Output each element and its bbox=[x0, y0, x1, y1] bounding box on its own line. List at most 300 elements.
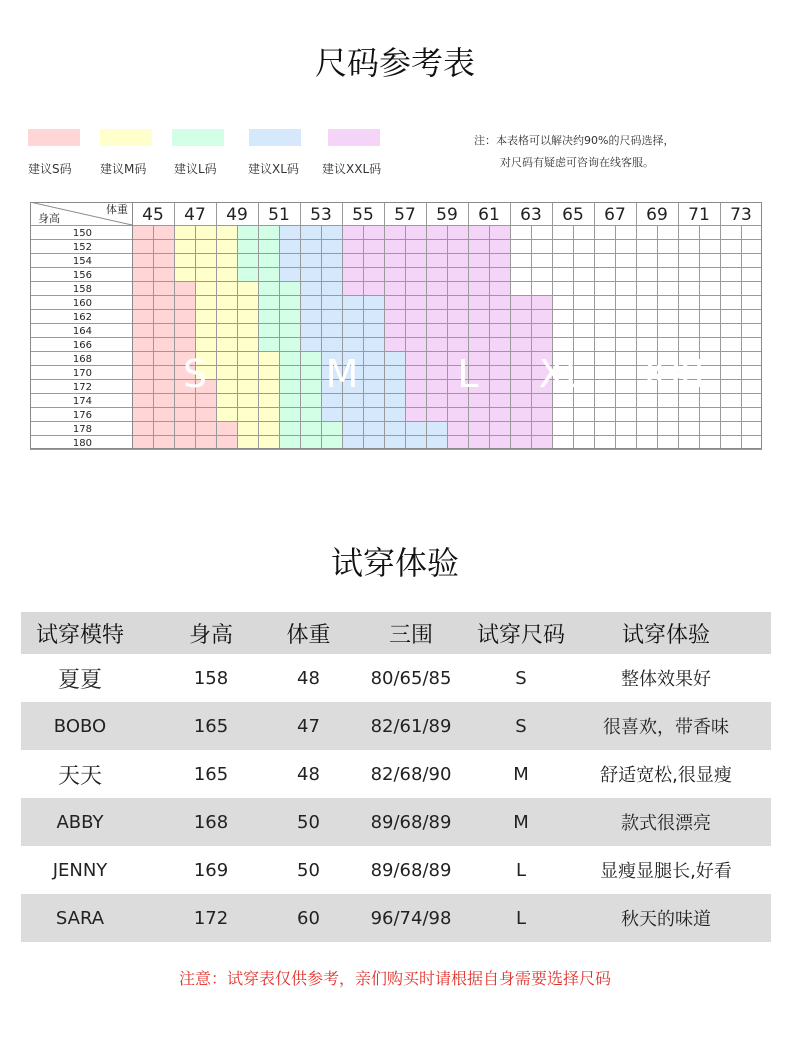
size-cell bbox=[279, 365, 300, 379]
size-cell bbox=[342, 323, 363, 337]
model-weight: 47 bbox=[297, 715, 320, 737]
size-cell bbox=[132, 281, 153, 295]
model-size: S bbox=[515, 667, 527, 689]
size-cell bbox=[720, 435, 741, 449]
size-cell bbox=[153, 323, 174, 337]
size-cell bbox=[699, 295, 720, 309]
size-cell bbox=[279, 253, 300, 267]
header-model: 试穿模特 bbox=[35, 622, 124, 648]
size-cell bbox=[741, 365, 762, 379]
size-cell bbox=[405, 309, 426, 323]
size-cell bbox=[132, 407, 153, 421]
size-cell bbox=[300, 239, 321, 253]
size-cell bbox=[678, 323, 699, 337]
model-experience: 显瘦显腿长,好看 bbox=[600, 861, 732, 882]
size-cell bbox=[363, 393, 384, 407]
size-cell bbox=[237, 435, 258, 449]
size-cell bbox=[594, 351, 615, 365]
model-size: L bbox=[515, 907, 527, 929]
size-cell bbox=[615, 421, 636, 435]
size-cell bbox=[426, 407, 447, 421]
legend-label-l: 建议L码 bbox=[174, 162, 217, 176]
size-cell bbox=[741, 225, 762, 239]
size-cell bbox=[657, 267, 678, 281]
size-cell bbox=[720, 407, 741, 421]
legend-swatch-xl bbox=[249, 129, 301, 146]
size-cell bbox=[741, 323, 762, 337]
size-cell bbox=[342, 309, 363, 323]
height-label: 164 bbox=[72, 326, 92, 337]
size-cell bbox=[720, 379, 741, 393]
size-cell bbox=[636, 239, 657, 253]
size-cell bbox=[279, 421, 300, 435]
size-cell bbox=[447, 239, 468, 253]
size-cell bbox=[489, 267, 510, 281]
size-cell bbox=[132, 421, 153, 435]
height-label: 176 bbox=[72, 410, 92, 421]
size-cell bbox=[615, 337, 636, 351]
size-cell bbox=[636, 337, 657, 351]
model-weight: 50 bbox=[297, 859, 320, 881]
header-experience: 试穿体验 bbox=[621, 622, 710, 648]
size-cell bbox=[678, 267, 699, 281]
size-cell bbox=[615, 435, 636, 449]
size-cell bbox=[321, 337, 342, 351]
size-cell bbox=[594, 239, 615, 253]
size-cell bbox=[594, 365, 615, 379]
size-cell bbox=[405, 393, 426, 407]
size-cell bbox=[300, 295, 321, 309]
size-cell bbox=[657, 421, 678, 435]
size-cell bbox=[279, 281, 300, 295]
size-cell bbox=[510, 225, 531, 239]
size-cell bbox=[552, 239, 573, 253]
size-cell bbox=[195, 239, 216, 253]
size-cell bbox=[741, 421, 762, 435]
size-cell bbox=[636, 407, 657, 421]
size-cell bbox=[153, 337, 174, 351]
model-measurements: 89/68/89 bbox=[370, 811, 452, 833]
size-cell bbox=[363, 281, 384, 295]
size-cell bbox=[636, 309, 657, 323]
size-cell bbox=[699, 407, 720, 421]
size-cell bbox=[573, 309, 594, 323]
weight-header: 47 bbox=[184, 205, 206, 225]
size-cell bbox=[678, 239, 699, 253]
size-cell bbox=[510, 281, 531, 295]
size-cell bbox=[300, 379, 321, 393]
size-cell bbox=[510, 239, 531, 253]
size-cell bbox=[426, 421, 447, 435]
size-cell bbox=[594, 281, 615, 295]
size-cell bbox=[363, 407, 384, 421]
size-cell bbox=[174, 239, 195, 253]
size-cell bbox=[153, 351, 174, 365]
size-cell bbox=[321, 281, 342, 295]
size-cell bbox=[384, 253, 405, 267]
size-cell bbox=[720, 309, 741, 323]
size-cell bbox=[216, 295, 237, 309]
table-row bbox=[21, 654, 771, 702]
size-cell bbox=[510, 379, 531, 393]
size-cell bbox=[468, 225, 489, 239]
model-experience: 很喜欢，带香味 bbox=[603, 717, 729, 738]
weight-header: 45 bbox=[142, 205, 164, 225]
size-cell bbox=[384, 351, 405, 365]
size-cell bbox=[636, 267, 657, 281]
size-cell bbox=[384, 337, 405, 351]
model-weight: 48 bbox=[297, 667, 320, 689]
size-cell bbox=[300, 225, 321, 239]
size-cell bbox=[447, 323, 468, 337]
size-cell bbox=[426, 393, 447, 407]
size-cell bbox=[258, 309, 279, 323]
size-cell bbox=[657, 225, 678, 239]
size-cell bbox=[657, 323, 678, 337]
size-cell bbox=[552, 407, 573, 421]
size-cell bbox=[720, 295, 741, 309]
size-cell bbox=[594, 337, 615, 351]
size-cell bbox=[594, 253, 615, 267]
size-cell bbox=[363, 323, 384, 337]
model-name: ABBY bbox=[56, 811, 104, 833]
size-cell bbox=[279, 407, 300, 421]
size-cell bbox=[258, 365, 279, 379]
size-cell bbox=[153, 379, 174, 393]
size-cell bbox=[615, 225, 636, 239]
size-cell bbox=[468, 435, 489, 449]
size-cell bbox=[426, 225, 447, 239]
model-size: M bbox=[513, 811, 529, 833]
size-cell bbox=[678, 435, 699, 449]
model-height: 165 bbox=[193, 763, 229, 785]
size-cell bbox=[468, 239, 489, 253]
size-cell bbox=[258, 239, 279, 253]
size-cell bbox=[132, 253, 153, 267]
height-label: 178 bbox=[72, 424, 92, 435]
legend-label-xl: 建议XL码 bbox=[248, 162, 299, 176]
size-cell bbox=[447, 337, 468, 351]
header-size: 试穿尺码 bbox=[476, 622, 565, 648]
size-cell bbox=[615, 393, 636, 407]
size-cell bbox=[300, 393, 321, 407]
size-cell bbox=[216, 407, 237, 421]
size-cell bbox=[300, 365, 321, 379]
size-cell bbox=[153, 281, 174, 295]
size-cell bbox=[426, 295, 447, 309]
size-cell bbox=[237, 225, 258, 239]
size-cell bbox=[132, 435, 153, 449]
size-cell bbox=[132, 323, 153, 337]
height-label: 160 bbox=[72, 298, 92, 309]
size-cell bbox=[258, 351, 279, 365]
size-cell bbox=[174, 407, 195, 421]
model-name: 天天 bbox=[57, 763, 102, 789]
size-cell bbox=[552, 225, 573, 239]
weight-header: 53 bbox=[310, 205, 332, 225]
weight-header: 67 bbox=[604, 205, 626, 225]
size-cell bbox=[258, 267, 279, 281]
size-cell bbox=[342, 281, 363, 295]
size-cell bbox=[468, 281, 489, 295]
size-region-label: S bbox=[182, 352, 208, 396]
size-cell bbox=[657, 281, 678, 295]
size-cell bbox=[300, 253, 321, 267]
size-cell bbox=[594, 435, 615, 449]
size-cell bbox=[153, 365, 174, 379]
footer-note: 注意：试穿表仅供参考，亲们购买时请根据自身需要选择尺码 bbox=[178, 969, 611, 988]
model-height: 169 bbox=[193, 859, 229, 881]
size-cell bbox=[132, 225, 153, 239]
size-cell bbox=[258, 379, 279, 393]
size-cell bbox=[699, 253, 720, 267]
size-cell bbox=[489, 239, 510, 253]
size-cell bbox=[258, 253, 279, 267]
size-cell bbox=[237, 379, 258, 393]
size-cell bbox=[510, 309, 531, 323]
weight-header: 51 bbox=[268, 205, 290, 225]
size-cell bbox=[363, 337, 384, 351]
size-cell bbox=[405, 337, 426, 351]
size-cell bbox=[279, 239, 300, 253]
size-cell bbox=[258, 421, 279, 435]
size-cell bbox=[405, 239, 426, 253]
size-cell bbox=[237, 253, 258, 267]
height-label: 162 bbox=[72, 312, 92, 323]
size-cell bbox=[510, 393, 531, 407]
trial-table bbox=[21, 612, 771, 942]
size-cell bbox=[279, 225, 300, 239]
size-cell bbox=[615, 365, 636, 379]
height-label: 156 bbox=[72, 270, 92, 281]
size-cell bbox=[195, 421, 216, 435]
size-cell bbox=[573, 337, 594, 351]
size-cell bbox=[237, 295, 258, 309]
size-cell bbox=[678, 309, 699, 323]
weight-header: 65 bbox=[562, 205, 584, 225]
size-cell bbox=[384, 309, 405, 323]
size-cell bbox=[195, 253, 216, 267]
size-cell bbox=[321, 267, 342, 281]
size-cell bbox=[615, 407, 636, 421]
size-cell bbox=[447, 309, 468, 323]
size-cell bbox=[153, 267, 174, 281]
size-cell bbox=[153, 421, 174, 435]
model-height: 172 bbox=[193, 907, 229, 929]
size-cell bbox=[363, 295, 384, 309]
size-cell bbox=[510, 337, 531, 351]
size-cell bbox=[174, 267, 195, 281]
size-cell bbox=[195, 407, 216, 421]
size-cell bbox=[636, 295, 657, 309]
model-experience: 款式很漂亮 bbox=[621, 813, 711, 834]
table-row bbox=[21, 894, 771, 942]
size-cell bbox=[720, 253, 741, 267]
size-cell bbox=[594, 225, 615, 239]
size-cell bbox=[573, 323, 594, 337]
size-cell bbox=[447, 295, 468, 309]
size-cell bbox=[426, 379, 447, 393]
size-cell bbox=[531, 267, 552, 281]
size-cell bbox=[342, 239, 363, 253]
model-size: L bbox=[515, 859, 527, 881]
size-region-label: XXL bbox=[641, 352, 715, 396]
size-cell bbox=[132, 351, 153, 365]
size-cell bbox=[216, 379, 237, 393]
size-cell bbox=[384, 435, 405, 449]
size-cell bbox=[573, 239, 594, 253]
size-cell bbox=[384, 267, 405, 281]
legend-swatch-l bbox=[172, 129, 224, 146]
size-region-label: XL bbox=[538, 352, 587, 396]
size-cell bbox=[678, 337, 699, 351]
size-cell bbox=[615, 253, 636, 267]
size-cell bbox=[258, 225, 279, 239]
size-cell bbox=[384, 323, 405, 337]
size-cell bbox=[699, 267, 720, 281]
size-cell bbox=[678, 225, 699, 239]
size-cell bbox=[489, 295, 510, 309]
size-cell bbox=[384, 393, 405, 407]
size-cell bbox=[258, 435, 279, 449]
size-cell bbox=[594, 323, 615, 337]
size-cell bbox=[237, 323, 258, 337]
weight-header: 55 bbox=[352, 205, 374, 225]
legend-swatch-xxl bbox=[328, 129, 380, 146]
size-cell bbox=[657, 309, 678, 323]
size-cell bbox=[384, 281, 405, 295]
size-cell bbox=[531, 225, 552, 239]
size-cell bbox=[594, 295, 615, 309]
size-cell bbox=[741, 253, 762, 267]
size-cell bbox=[384, 365, 405, 379]
size-cell bbox=[426, 435, 447, 449]
size-cell bbox=[594, 267, 615, 281]
size-cell bbox=[741, 407, 762, 421]
size-cell bbox=[153, 239, 174, 253]
size-cell bbox=[594, 407, 615, 421]
size-cell bbox=[279, 393, 300, 407]
size-cell bbox=[489, 281, 510, 295]
size-cell bbox=[426, 309, 447, 323]
size-cell bbox=[321, 407, 342, 421]
size-cell bbox=[174, 323, 195, 337]
model-name: BOBO bbox=[53, 715, 107, 737]
model-name: 夏夏 bbox=[57, 667, 102, 693]
size-cell bbox=[153, 295, 174, 309]
model-height: 158 bbox=[193, 667, 229, 689]
size-cell bbox=[657, 239, 678, 253]
size-cell bbox=[132, 239, 153, 253]
size-cell bbox=[363, 421, 384, 435]
model-measurements: 82/61/89 bbox=[370, 715, 452, 737]
size-cell bbox=[468, 407, 489, 421]
height-label: 158 bbox=[72, 284, 92, 295]
size-cell bbox=[552, 267, 573, 281]
model-height: 165 bbox=[193, 715, 229, 737]
height-label: 168 bbox=[72, 354, 92, 365]
size-cell bbox=[678, 407, 699, 421]
size-cell bbox=[405, 379, 426, 393]
size-cell bbox=[657, 337, 678, 351]
size-cell bbox=[447, 253, 468, 267]
size-cell bbox=[447, 421, 468, 435]
size-cell bbox=[531, 309, 552, 323]
size-cell bbox=[552, 323, 573, 337]
size-cell bbox=[363, 351, 384, 365]
legend-label-s: 建议S码 bbox=[28, 162, 72, 176]
size-cell bbox=[720, 225, 741, 239]
model-size: S bbox=[515, 715, 527, 737]
size-cell bbox=[720, 393, 741, 407]
size-cell bbox=[741, 351, 762, 365]
size-cell bbox=[489, 253, 510, 267]
size-cell bbox=[216, 281, 237, 295]
size-cell bbox=[405, 295, 426, 309]
table-row bbox=[21, 750, 771, 798]
size-cell bbox=[657, 295, 678, 309]
model-experience: 秋天的味道 bbox=[621, 909, 711, 930]
size-cell bbox=[237, 351, 258, 365]
size-cell bbox=[342, 421, 363, 435]
size-cell bbox=[720, 421, 741, 435]
size-cell bbox=[321, 253, 342, 267]
size-cell bbox=[174, 435, 195, 449]
height-label: 166 bbox=[72, 340, 92, 351]
height-label: 150 bbox=[72, 228, 92, 239]
size-cell bbox=[384, 407, 405, 421]
size-cell bbox=[132, 295, 153, 309]
size-cell bbox=[300, 351, 321, 365]
size-cell bbox=[594, 309, 615, 323]
size-cell bbox=[405, 253, 426, 267]
size-cell bbox=[363, 379, 384, 393]
trial-table-header bbox=[21, 612, 771, 654]
size-cell bbox=[573, 267, 594, 281]
size-cell bbox=[510, 267, 531, 281]
size-cell bbox=[426, 351, 447, 365]
size-cell bbox=[615, 323, 636, 337]
size-cell bbox=[237, 239, 258, 253]
size-cell bbox=[237, 281, 258, 295]
size-cell bbox=[300, 407, 321, 421]
size-cell bbox=[678, 295, 699, 309]
size-cell bbox=[195, 323, 216, 337]
size-cell bbox=[300, 421, 321, 435]
size-region-label: M bbox=[325, 352, 359, 396]
size-cell bbox=[531, 337, 552, 351]
size-cell bbox=[195, 309, 216, 323]
size-cell bbox=[153, 309, 174, 323]
size-cell bbox=[552, 435, 573, 449]
size-cell bbox=[573, 253, 594, 267]
size-cell bbox=[195, 225, 216, 239]
size-cell bbox=[636, 225, 657, 239]
size-cell bbox=[531, 421, 552, 435]
size-cell bbox=[321, 309, 342, 323]
size-cell bbox=[279, 351, 300, 365]
size-cell bbox=[174, 253, 195, 267]
size-cell bbox=[678, 421, 699, 435]
size-cell bbox=[447, 267, 468, 281]
size-cell bbox=[489, 351, 510, 365]
size-grid bbox=[30, 202, 762, 450]
size-cell bbox=[300, 267, 321, 281]
size-cell bbox=[489, 309, 510, 323]
size-cell bbox=[552, 337, 573, 351]
size-cell bbox=[132, 393, 153, 407]
size-cell bbox=[258, 281, 279, 295]
